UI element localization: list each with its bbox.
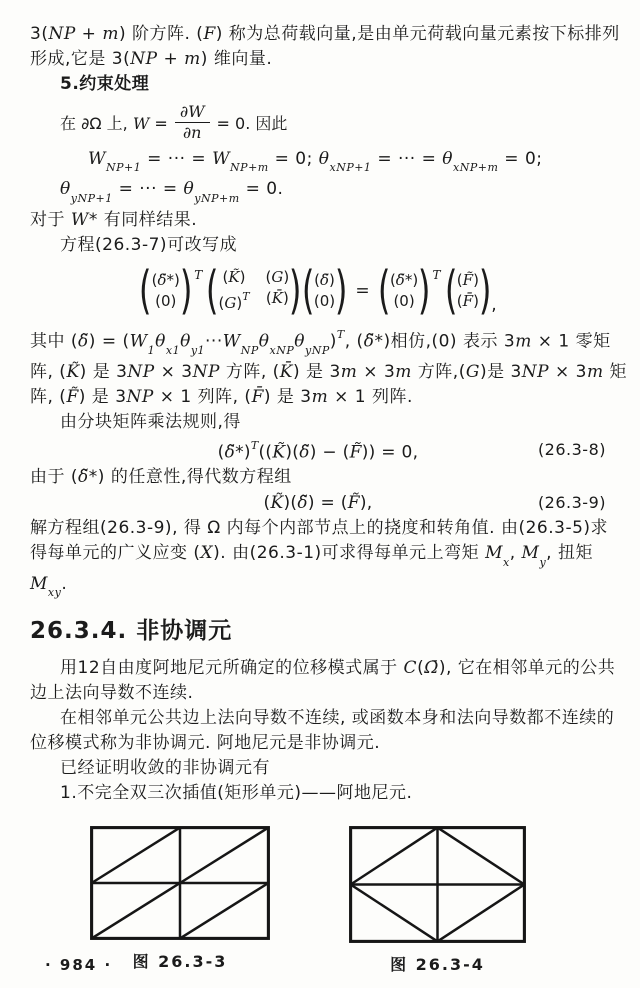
text-line: 3(NP + m) 阶方阵. (F) 称为总荷载向量,是由单元荷载向量元素按下标排列 <box>30 24 620 44</box>
vector-delta <box>314 270 335 312</box>
text-line: 1.不完全双三次插值(矩形单元)——阿地尼元. <box>60 783 413 804</box>
figure-26-3-3 <box>90 826 270 975</box>
right-paren: ) <box>179 260 193 321</box>
vector-load <box>457 270 479 312</box>
mesh-diagram-diamond-triangles <box>349 826 526 943</box>
transpose-superscript: T <box>194 267 203 282</box>
vector-cell: (0) <box>393 291 415 310</box>
left-paren: ( <box>377 260 391 321</box>
equation-body: (K̃)(δ̃) = (F̃), <box>263 493 373 514</box>
vector-cell: (F̃) <box>456 270 479 289</box>
text-line: 位移模式称为非协调元. 阿地尼元是非协调元. <box>30 733 381 754</box>
equation-body: (δ̃*)$^T$((K̃)(δ̃) − (F̃)) = 0, <box>217 438 419 463</box>
matrix-equation <box>30 260 606 322</box>
matrix-cell: (K̃) <box>222 268 246 287</box>
left-paren: ( <box>139 260 152 321</box>
text-line: 在相邻单元公共边上法向导数不连续, 或函数本身和法向导数都不连续的 <box>60 708 615 729</box>
text-line: 其中 (δ̃) = $(W_1\theta_{x1}\theta_{y1}\cdot\cdot\cdot W_{NP}\theta_{xNP}\theta_{yNP})^T$, (δ̃*)相仿,(0) 表示 3m × 1 零矩 <box>30 327 611 357</box>
text-line: 阵, (K̃) 是 3NP × 3NP 方阵, (K̄) 是 3m × 3m 方阵,(G)是 3NP × 3m 矩 <box>30 361 628 382</box>
fraction-numerator: ∂W <box>175 102 210 123</box>
fraction <box>175 102 210 142</box>
right-paren: ) <box>478 260 492 321</box>
transpose-superscript: T <box>432 267 441 282</box>
figure-caption: 图 26.3-3 <box>132 952 228 972</box>
numbered-equation-26-3-8 <box>30 435 606 466</box>
vector-cell: (δ̃*) <box>389 270 419 289</box>
left-paren: ( <box>301 260 314 321</box>
text-line: 方程(26.3-7)可改写成 <box>60 234 238 255</box>
right-paren: ) <box>289 260 302 321</box>
text-line: 由分块矩阵乘法规则,得 <box>60 411 241 432</box>
equation-number: (26.3-9) <box>537 493 606 513</box>
constraint-equation-line: $\theta_{yNP+1}$ = ··· = $\theta_{yNP+m} = 0$. <box>60 179 284 205</box>
text-line: $M_{xy}$. <box>30 573 68 600</box>
left-paren: ( <box>444 260 457 321</box>
text-line: 用12自由度阿地尼元所确定的位移模式属于 C(Ω̄), 它在相邻单元的公共 <box>60 658 616 679</box>
trailing-comma: , <box>491 294 497 315</box>
vector-cell: (0) <box>313 291 336 310</box>
figures-row <box>90 826 606 975</box>
text-line: 形成,它是 3(NP + m) 维向量. <box>30 49 273 69</box>
right-paren: ) <box>418 260 431 321</box>
figure-26-3-4 <box>349 826 526 975</box>
vector-cell: (0) <box>155 291 177 310</box>
figure-caption: 图 26.3-4 <box>390 955 485 975</box>
text-line: 由于 (δ̃*) 的任意性,得代数方程组 <box>30 467 292 488</box>
page-number: · 984 · <box>45 956 113 974</box>
right-paren: ) <box>334 260 348 321</box>
text-line: 得每单元的广义应变 (X). 由(26.3-1)可求得每单元上弯矩 $M_x$, $M_y$, 扭矩 <box>30 543 593 569</box>
matrix-cell: (K̄) <box>265 289 289 308</box>
boundary-condition-equation <box>30 99 606 145</box>
matrix-cell: (G) <box>265 268 290 287</box>
left-paren: ( <box>206 260 219 321</box>
constraint-equation-line: $W_{NP+1}$ = ··· = $W_{NP+m} = 0$; $\theta_{xNP+1}$ = ··· = $\theta_{xNP+m} = 0$; <box>88 149 543 175</box>
text-line: 阵, (F̃) 是 3NP × 1 列阵, (F̄) 是 3m × 1 列阵. <box>30 386 413 407</box>
vector-delta-star <box>152 270 180 312</box>
text-line: 已经证明收敛的非协调元有 <box>60 758 270 779</box>
section-heading: 26.3.4. 非协调元 <box>30 618 233 645</box>
mesh-diagram-diagonal-triangles <box>90 826 270 940</box>
equals-sign: = <box>355 280 370 301</box>
fraction-denominator: ∂n <box>182 123 202 142</box>
text-line: 边上法向导数不连续. <box>30 683 194 704</box>
equation-prefix: 在 ∂Ω 上, W = <box>60 113 168 133</box>
text-line: 解方程组(26.3-9), 得 Ω 内每个内部节点上的挠度和转角值. 由(26.3-5)求 <box>30 518 609 539</box>
equation-number: (26.3-8) <box>537 440 606 460</box>
vector-delta-star <box>390 270 418 312</box>
block-stiffness-matrix <box>219 267 290 314</box>
vector-cell: (δ̃) <box>314 270 335 289</box>
text-line: 对于 W* 有同样结果. <box>30 209 198 230</box>
numbered-equation-26-3-9 <box>30 490 606 516</box>
vector-cell: (F̄) <box>456 291 479 310</box>
subsection-label: 5.约束处理 <box>60 74 150 94</box>
equation-suffix: = 0. 因此 <box>216 113 288 133</box>
vector-cell: (δ̃*) <box>151 270 180 289</box>
matrix-cell: $(G)^T$ <box>218 290 250 313</box>
